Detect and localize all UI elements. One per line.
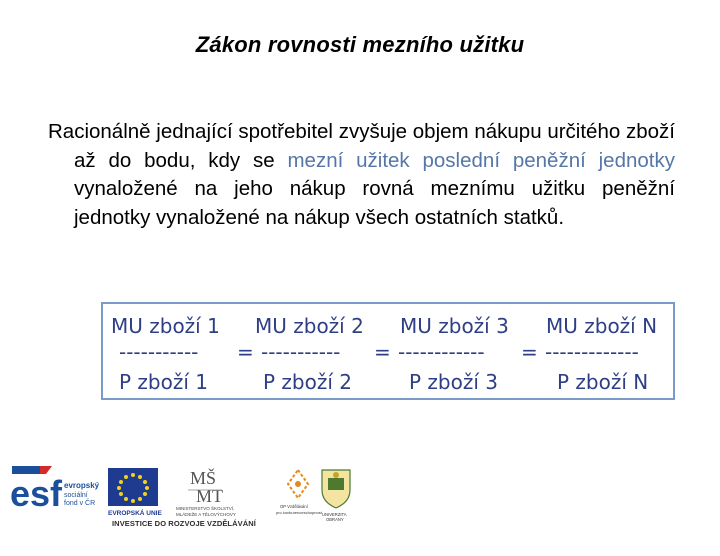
university-shield-logo bbox=[322, 470, 350, 522]
svg-text:MINISTERSTVO ŠKOLSTVÍ,: MINISTERSTVO ŠKOLSTVÍ, bbox=[176, 506, 235, 511]
msmt-logo bbox=[176, 467, 236, 517]
esf-logo bbox=[10, 466, 100, 514]
svg-text:esf: esf bbox=[10, 473, 63, 514]
paragraph-text-2: vynaložené na jeho nákup rovná meznímu užitku peněžní jednotky vynaložené na nákup všech ostatních statků. bbox=[74, 177, 675, 229]
svg-text:OBRANY: OBRANY bbox=[326, 517, 344, 522]
denominator-2: P zboží 2 bbox=[263, 370, 352, 394]
svg-text:EVROPSKÁ UNIE: EVROPSKÁ UNIE bbox=[108, 510, 162, 517]
svg-text:sociální: sociální bbox=[64, 492, 88, 499]
paragraph-text-1: Racionálně jednající spotřebitel zvyšuje objem nákupu určitého zboží až do bodu, kdy se bbox=[48, 120, 675, 172]
slide-title: Zákon rovnosti mezního užitku bbox=[195, 32, 525, 57]
svg-text:MLÁDEŽE A TĚLOVÝCHOVY: MLÁDEŽE A TĚLOVÝCHOVY bbox=[176, 512, 236, 517]
eu-flag-logo bbox=[108, 468, 162, 517]
denominator-1: P zboží 1 bbox=[119, 370, 208, 394]
svg-text:OP Vzdělávání: OP Vzdělávání bbox=[280, 504, 308, 509]
equals-sign-3: = bbox=[521, 340, 538, 364]
op-vk-logo bbox=[276, 470, 323, 515]
footer-caption: INVESTICE DO ROZVOJE VZDĚLÁVÁNÍ bbox=[112, 519, 256, 528]
svg-text:evropský: evropský bbox=[64, 481, 100, 490]
footer-logos bbox=[0, 460, 365, 540]
numerator-3: MU zboží 3 bbox=[400, 314, 509, 338]
svg-text:MŠ: MŠ bbox=[190, 468, 217, 488]
denominator-3: P zboží 3 bbox=[409, 370, 498, 394]
svg-text:UNIVERZITA: UNIVERZITA bbox=[322, 512, 347, 517]
body-paragraph bbox=[48, 118, 675, 232]
footer-logo-strip bbox=[0, 460, 365, 540]
equals-sign-2: = bbox=[374, 340, 391, 364]
numerator-4: MU zboží N bbox=[546, 314, 658, 338]
fraction-bar-4: ------------- bbox=[545, 340, 639, 364]
equals-sign-1: = bbox=[237, 340, 254, 364]
formula-box bbox=[101, 302, 675, 400]
fraction-bar-1: ----------- bbox=[119, 340, 199, 364]
fraction-bar-3: ------------ bbox=[398, 340, 485, 364]
numerator-2: MU zboží 2 bbox=[255, 314, 364, 338]
denominator-4: P zboží N bbox=[557, 370, 649, 394]
svg-text:fond v ČR: fond v ČR bbox=[64, 500, 96, 507]
numerator-1: MU zboží 1 bbox=[111, 314, 220, 338]
svg-text:pro konkurenceschopnost: pro konkurenceschopnost bbox=[276, 510, 322, 515]
svg-text:MT: MT bbox=[196, 486, 223, 506]
fraction-bar-2: ----------- bbox=[261, 340, 341, 364]
paragraph-highlight: mezní užitek poslední peněžní jednotky bbox=[287, 148, 675, 172]
